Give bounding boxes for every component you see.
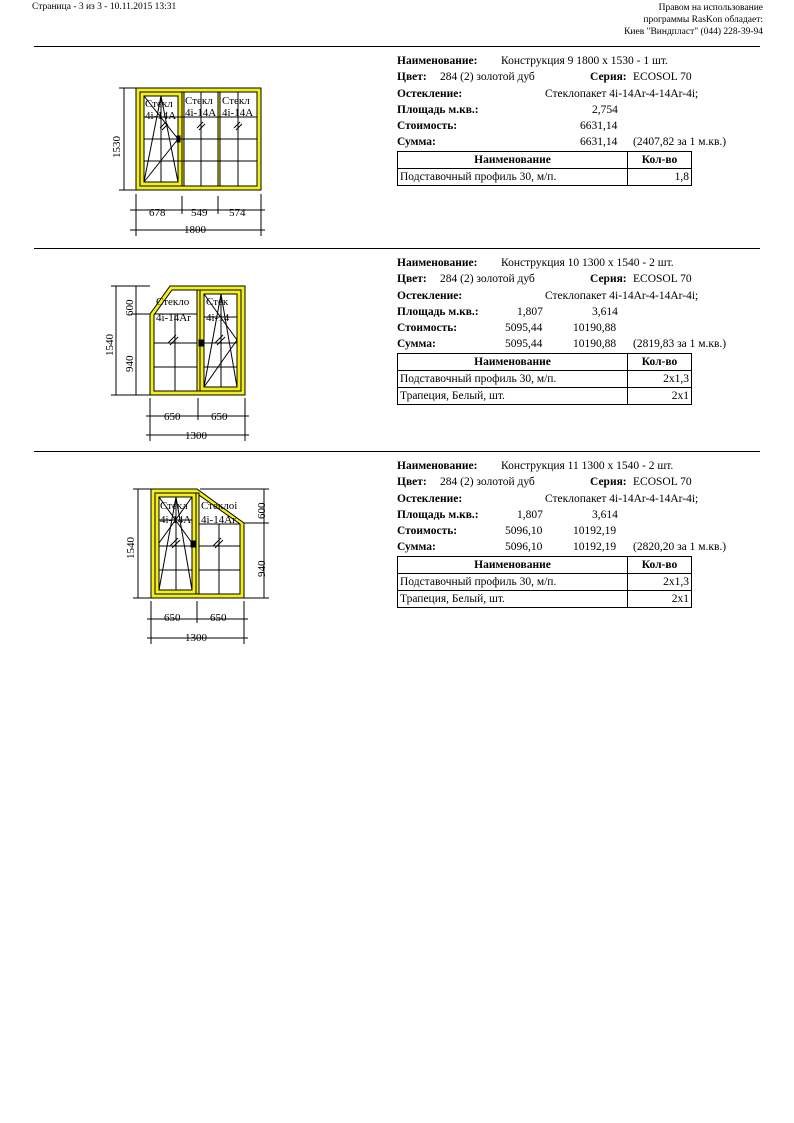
dim-height-part: 940 [124, 355, 136, 372]
col-qty-header: Кол-во [628, 557, 692, 574]
series-value: ECOSOL 70 [633, 71, 692, 84]
construction-11-info [397, 458, 737, 556]
sum-per-m2: (2819,83 за 1 м.кв.) [633, 338, 727, 351]
dim-part: 678 [149, 207, 166, 219]
construction-10-info [397, 255, 737, 353]
label-series: Серия: [590, 273, 627, 286]
sum-total: 10190,88 [573, 338, 617, 351]
dim-width: 1300 [185, 632, 207, 644]
table-header-row [398, 557, 692, 574]
sum-per-m2: (2820,20 за 1 м.кв.) [633, 541, 727, 554]
dim-part: 574 [229, 207, 246, 219]
label-name: Наименование: [397, 257, 478, 269]
glass-label: 4i-14Ar [201, 514, 236, 526]
dim-height: 1530 [111, 136, 123, 158]
glass-label: Стекло [156, 296, 190, 308]
table-row [398, 169, 692, 186]
col-qty-header: Кол-во [628, 152, 692, 169]
cost-unit: 5096,10 [505, 525, 543, 538]
construction-11-drawing [0, 451, 300, 651]
glazing-value: Стеклопакет 4i-14Ar-4-14Ar-4i; [545, 492, 699, 505]
dim-part: 549 [191, 207, 208, 219]
table-row [398, 371, 692, 388]
label-glazing: Остекление: [397, 87, 463, 100]
cost-total: 10190,88 [573, 322, 617, 335]
dim-part: 650 [211, 411, 228, 423]
glass-label: Стекл [185, 95, 213, 107]
dim-width: 1800 [184, 224, 206, 236]
dim-height: 1540 [125, 537, 137, 559]
construction-10 [0, 248, 794, 450]
col-name-header: Наименование [398, 557, 628, 574]
label-sum: Сумма: [397, 136, 436, 149]
glass-label: Стекл [160, 500, 188, 512]
construction-title: Конструкция 11 1300 x 1540 - 2 шт. [501, 460, 674, 472]
construction-9 [0, 46, 794, 248]
glass-label: Стекл [145, 98, 173, 110]
label-sum: Сумма: [397, 541, 436, 554]
construction-9-drawing [0, 46, 300, 246]
col-name-header: Наименование [398, 152, 628, 169]
area-total: 2,754 [592, 103, 618, 116]
label-cost: Стоимость: [397, 322, 458, 335]
table-row [398, 591, 692, 608]
item-qty: 1,8 [628, 169, 692, 186]
construction-title: Конструкция 9 1800 x 1530 - 1 шт. [501, 55, 668, 67]
label-area: Площадь м.кв.: [397, 305, 479, 318]
label-series: Серия: [590, 476, 627, 489]
glass-label: Стек [206, 296, 229, 308]
table-header-row [398, 354, 692, 371]
item-name: Подставочный профиль 30, м/п. [398, 574, 628, 591]
construction-11 [0, 451, 794, 651]
label-color: Цвет: [397, 273, 427, 286]
area-unit: 1,807 [517, 305, 543, 318]
construction-10-items-table [397, 353, 692, 405]
color-value: 284 (2) золотой дуб [440, 71, 535, 84]
page-info: Страница - 3 из 3 - 10.11.2015 13:31 [32, 2, 177, 12]
item-name: Трапеция, Белый, шт. [398, 591, 628, 608]
cost-total: 6631,14 [580, 120, 618, 133]
sum-total: 10192,19 [573, 541, 617, 554]
dim-part: 650 [210, 612, 227, 624]
glass-label: 4i-14Ar [156, 312, 191, 324]
item-qty: 2x1 [628, 591, 692, 608]
glazing-value: Стеклопакет 4i-14Ar-4-14Ar-4i; [545, 87, 699, 100]
col-qty-header: Кол-во [628, 354, 692, 371]
table-row [398, 574, 692, 591]
label-glazing: Остекление: [397, 289, 463, 302]
sum-per-m2: (2407,82 за 1 м.кв.) [633, 136, 727, 149]
label-color: Цвет: [397, 71, 427, 84]
label-name: Наименование: [397, 55, 478, 67]
sum-total: 6631,14 [580, 136, 618, 149]
glass-label: 4i-14A [145, 110, 177, 122]
label-cost: Стоимость: [397, 120, 458, 133]
item-name: Подставочный профиль 30, м/п. [398, 169, 628, 186]
sum-unit: 5096,10 [505, 541, 543, 554]
rights-line-2: программы RasKon обладает: [643, 15, 763, 25]
glass-label: Стеклоі [201, 500, 238, 512]
series-value: ECOSOL 70 [633, 476, 692, 489]
item-qty: 2x1 [628, 388, 692, 405]
glazing-value: Стеклопакет 4i-14Ar-4-14Ar-4i; [545, 289, 699, 302]
item-name: Подставочный профиль 30, м/п. [398, 371, 628, 388]
construction-11-items-table [397, 556, 692, 608]
item-qty: 2x1,3 [628, 574, 692, 591]
label-glazing: Остекление: [397, 492, 463, 505]
glass-label: 4i-14A [185, 107, 217, 119]
dim-height-part: 600 [256, 502, 268, 519]
sum-unit: 5095,44 [505, 338, 543, 351]
cost-unit: 5095,44 [505, 322, 543, 335]
table-row [398, 388, 692, 405]
construction-title: Конструкция 10 1300 x 1540 - 2 шт. [501, 257, 674, 269]
area-total: 3,614 [592, 508, 618, 521]
dim-height-part: 600 [124, 299, 136, 316]
label-area: Площадь м.кв.: [397, 508, 479, 521]
rights-block [624, 2, 763, 38]
table-header-row [398, 152, 692, 169]
dim-part: 650 [164, 612, 181, 624]
color-value: 284 (2) золотой дуб [440, 273, 535, 286]
dim-height: 1540 [104, 334, 116, 356]
cost-total: 10192,19 [573, 525, 617, 538]
label-series: Серия: [590, 71, 627, 84]
series-value: ECOSOL 70 [633, 273, 692, 286]
label-cost: Стоимость: [397, 525, 458, 538]
rights-line-3: Киев "Виндпласт" (044) 228-39-94 [624, 27, 763, 37]
glass-label: 4i-14 [206, 312, 230, 324]
color-value: 284 (2) золотой дуб [440, 476, 535, 489]
label-color: Цвет: [397, 476, 427, 489]
area-unit: 1,807 [517, 508, 543, 521]
area-total: 3,614 [592, 305, 618, 318]
item-name: Трапеция, Белый, шт. [398, 388, 628, 405]
dim-height-part: 940 [256, 560, 268, 577]
item-qty: 2x1,3 [628, 371, 692, 388]
dim-part: 650 [164, 411, 181, 423]
glass-label: 4i-14A [160, 514, 192, 526]
label-sum: Сумма: [397, 338, 436, 351]
glass-label: 4i-14A [222, 107, 254, 119]
construction-10-drawing [0, 248, 300, 448]
rights-line-1: Правом на использование [658, 3, 763, 13]
glass-label: Стекл [222, 95, 250, 107]
dim-width: 1300 [185, 430, 207, 442]
label-area: Площадь м.кв.: [397, 103, 479, 116]
construction-9-items-table [397, 151, 692, 186]
construction-9-info [397, 53, 737, 151]
label-name: Наименование: [397, 460, 478, 472]
col-name-header: Наименование [398, 354, 628, 371]
